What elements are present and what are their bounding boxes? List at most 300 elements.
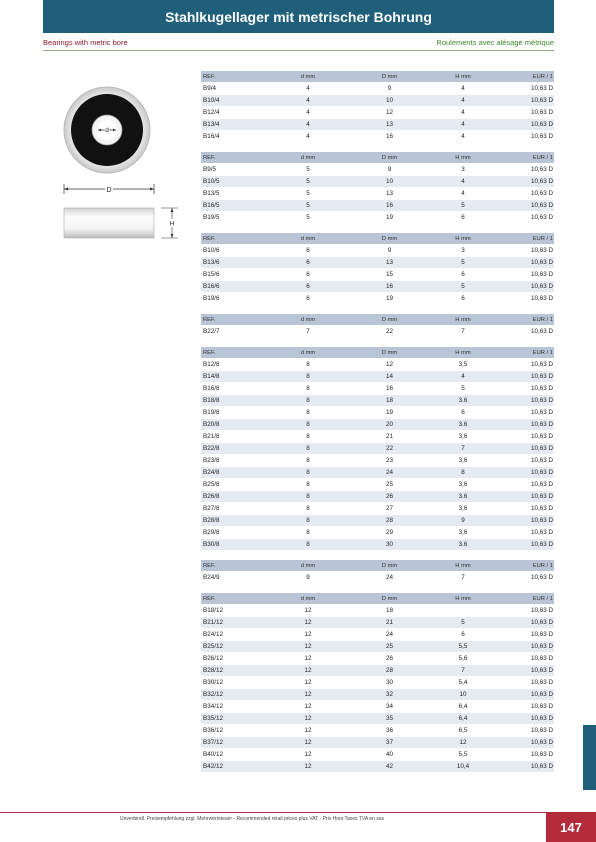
table-cell: 5,6 bbox=[458, 655, 468, 662]
table-row bbox=[201, 431, 554, 443]
table-cell: 4 bbox=[461, 190, 465, 197]
table-cell: 8 bbox=[306, 529, 310, 536]
table-row bbox=[201, 605, 554, 617]
table-cell: B23/8 bbox=[203, 457, 220, 464]
table-row bbox=[201, 527, 554, 539]
table-header bbox=[201, 152, 554, 164]
table-cell: 10,63 D bbox=[530, 214, 553, 221]
table-cell: 5 bbox=[306, 166, 310, 173]
table-cell: B28/8 bbox=[203, 517, 220, 524]
table-cell: 6 bbox=[306, 247, 310, 254]
table-cell: 6 bbox=[461, 631, 465, 638]
column-header: REF. bbox=[203, 349, 216, 356]
table-cell: 8 bbox=[306, 505, 310, 512]
table-cell: B10/6 bbox=[203, 247, 220, 254]
table-cell: 12 bbox=[304, 667, 312, 674]
table-cell: 10,63 D bbox=[530, 133, 553, 140]
table-cell: 10,63 D bbox=[530, 541, 553, 548]
column-header: H mm bbox=[455, 235, 471, 242]
table-cell: 6 bbox=[461, 214, 465, 221]
bearing-table bbox=[201, 593, 554, 773]
outer-diameter-dimension bbox=[60, 182, 160, 196]
column-header: EUR / 1 bbox=[532, 154, 553, 161]
table-row bbox=[201, 95, 554, 107]
arrow-up-icon bbox=[171, 208, 174, 212]
table-cell: B12/4 bbox=[203, 109, 220, 116]
table-cell: B21/8 bbox=[203, 433, 220, 440]
table-cell: 6 bbox=[461, 409, 465, 416]
table-cell: 10,63 D bbox=[530, 655, 553, 662]
table-cell: 8 bbox=[306, 481, 310, 488]
table-row bbox=[201, 761, 554, 773]
table-row bbox=[201, 479, 554, 491]
table-cell: 4 bbox=[461, 178, 465, 185]
table-cell: 6,5 bbox=[458, 727, 468, 734]
table-cell: 26 bbox=[385, 493, 393, 500]
table-cell: 18 bbox=[385, 397, 393, 404]
subtitle-english: Bearings with metric bore bbox=[43, 38, 128, 47]
table-header bbox=[201, 233, 554, 245]
table-cell: 10,63 D bbox=[530, 271, 553, 278]
table-cell: 28 bbox=[385, 667, 393, 674]
table-cell: 10,63 D bbox=[530, 97, 553, 104]
table-cell: 23 bbox=[385, 457, 393, 464]
table-cell: 6 bbox=[306, 283, 310, 290]
table-row bbox=[201, 407, 554, 419]
table-cell: 9 bbox=[306, 574, 310, 581]
table-cell: 8 bbox=[461, 469, 465, 476]
table-cell: B24/12 bbox=[203, 631, 223, 638]
column-header: H mm bbox=[455, 349, 471, 356]
table-cell: B36/12 bbox=[203, 727, 223, 734]
table-cell: 4 bbox=[461, 373, 465, 380]
table-cell: 10,63 D bbox=[530, 607, 553, 614]
table-cell: 10,63 D bbox=[530, 643, 553, 650]
page-title: Stahlkugellager mit metrischer Bohrung bbox=[165, 8, 432, 25]
table-row bbox=[201, 281, 554, 293]
table-cell: B19/6 bbox=[203, 295, 220, 302]
table-row bbox=[201, 395, 554, 407]
table-cell: B21/12 bbox=[203, 619, 223, 626]
table-row bbox=[201, 443, 554, 455]
column-header: D mm bbox=[381, 235, 398, 242]
table-cell: B16/5 bbox=[203, 202, 220, 209]
table-cell: 4 bbox=[306, 133, 310, 140]
table-row bbox=[201, 641, 554, 653]
table-cell: 10,63 D bbox=[530, 361, 553, 368]
table-cell: B24/9 bbox=[203, 574, 220, 581]
table-header bbox=[201, 593, 554, 605]
table-cell: 18 bbox=[385, 607, 393, 614]
table-cell: B42/12 bbox=[203, 763, 223, 770]
table-header bbox=[201, 314, 554, 326]
table-cell: 13 bbox=[385, 259, 393, 266]
column-header: H mm bbox=[455, 73, 471, 80]
table-cell: 10,63 D bbox=[530, 421, 553, 428]
table-cell: 12 bbox=[304, 655, 312, 662]
column-header: d mm bbox=[300, 349, 316, 356]
table-cell: B22/7 bbox=[203, 328, 220, 335]
column-header: D mm bbox=[381, 154, 398, 161]
column-header: REF. bbox=[203, 73, 216, 80]
table-cell: 3.6 bbox=[458, 421, 468, 428]
table-cell: 10,63 D bbox=[530, 328, 553, 335]
page-title-banner bbox=[43, 0, 554, 33]
table-cell: B30/12 bbox=[203, 679, 223, 686]
table-cell: 13 bbox=[385, 190, 393, 197]
table-cell: 3.5 bbox=[458, 361, 468, 368]
table-cell: 4 bbox=[306, 85, 310, 92]
table-cell: 3.6 bbox=[458, 433, 468, 440]
table-cell: 10,63 D bbox=[530, 202, 553, 209]
table-cell: B18/12 bbox=[203, 607, 223, 614]
diameter-label: D bbox=[106, 187, 112, 194]
table-cell: 22 bbox=[385, 328, 393, 335]
table-cell: 6 bbox=[461, 271, 465, 278]
column-header: REF. bbox=[203, 316, 216, 323]
table-cell: 10,63 D bbox=[530, 247, 553, 254]
table-header bbox=[201, 560, 554, 572]
arrow-right-icon bbox=[150, 188, 154, 191]
table-cell: B27/8 bbox=[203, 505, 220, 512]
column-header: EUR / 1 bbox=[532, 316, 553, 323]
table-cell: 35 bbox=[385, 715, 393, 722]
table-row bbox=[201, 188, 554, 200]
table-cell: 10,63 D bbox=[530, 574, 553, 581]
table-cell: 5,4 bbox=[458, 679, 468, 686]
table-cell: B26/12 bbox=[203, 655, 223, 662]
table-cell: B15/6 bbox=[203, 271, 220, 278]
table-cell: 34 bbox=[385, 703, 393, 710]
table-cell: B13/6 bbox=[203, 259, 220, 266]
table-cell: 10,63 D bbox=[530, 529, 553, 536]
bearing-tables bbox=[201, 71, 554, 782]
bearing-table bbox=[201, 71, 554, 143]
column-header: d mm bbox=[300, 562, 316, 569]
footer-divider bbox=[0, 812, 596, 813]
table-row bbox=[201, 515, 554, 527]
table-cell: 3.6 bbox=[458, 493, 468, 500]
table-cell: 12 bbox=[459, 739, 467, 746]
column-header: d mm bbox=[300, 73, 316, 80]
table-cell: B16/8 bbox=[203, 385, 220, 392]
bearing-table bbox=[201, 233, 554, 305]
table-cell: 12 bbox=[304, 607, 312, 614]
table-cell: 6,4 bbox=[458, 703, 468, 710]
table-cell: 25 bbox=[385, 643, 393, 650]
table-cell: 3.6 bbox=[458, 397, 468, 404]
table-cell: 7 bbox=[461, 328, 465, 335]
side-profile bbox=[64, 208, 154, 238]
table-cell: B19/5 bbox=[203, 214, 220, 221]
table-cell: 7 bbox=[461, 667, 465, 674]
table-cell: 42 bbox=[385, 763, 393, 770]
table-cell: 10,63 D bbox=[530, 433, 553, 440]
table-cell: 5 bbox=[306, 202, 310, 209]
table-cell: 5 bbox=[461, 385, 465, 392]
table-cell: 10,63 D bbox=[530, 679, 553, 686]
table-cell: B16/4 bbox=[203, 133, 220, 140]
table-cell: 9 bbox=[387, 247, 392, 254]
table-cell: 8 bbox=[306, 421, 310, 428]
table-cell: B10/5 bbox=[203, 178, 220, 185]
bearing-table bbox=[201, 314, 554, 338]
column-header: REF. bbox=[203, 562, 216, 569]
table-cell: 5 bbox=[306, 214, 310, 221]
table-cell: B16/6 bbox=[203, 283, 220, 290]
bearing-front-view-diagram bbox=[60, 80, 160, 180]
table-cell: 9 bbox=[387, 85, 392, 92]
table-cell: 6 bbox=[306, 295, 310, 302]
table-cell: 4 bbox=[461, 85, 465, 92]
table-cell: 8 bbox=[306, 457, 310, 464]
table-row bbox=[201, 701, 554, 713]
table-cell: 30 bbox=[385, 679, 393, 686]
table-cell: 19 bbox=[385, 409, 393, 416]
table-row bbox=[201, 212, 554, 224]
table-cell: 21 bbox=[385, 433, 393, 440]
table-cell: 10,63 D bbox=[530, 517, 553, 524]
column-header: d mm bbox=[300, 235, 316, 242]
table-cell: 10,63 D bbox=[530, 619, 553, 626]
table-cell: 19 bbox=[385, 214, 393, 221]
table-cell: 10,63 D bbox=[530, 457, 553, 464]
table-cell: B14/8 bbox=[203, 373, 220, 380]
table-cell: 12 bbox=[304, 727, 312, 734]
table-cell: 12 bbox=[385, 361, 393, 368]
table-cell: 3 bbox=[461, 247, 465, 254]
table-cell: 27 bbox=[385, 505, 393, 512]
table-cell: 32 bbox=[385, 691, 393, 698]
table-cell: B25/8 bbox=[203, 481, 220, 488]
column-header: EUR / 1 bbox=[532, 73, 553, 80]
table-cell: 10,63 D bbox=[530, 691, 553, 698]
table-cell: 10,63 D bbox=[530, 397, 553, 404]
table-cell: 24 bbox=[385, 574, 393, 581]
table-cell: 12 bbox=[304, 715, 312, 722]
table-cell: B40/12 bbox=[203, 751, 223, 758]
table-cell: 40 bbox=[385, 751, 393, 758]
table-cell: 5 bbox=[306, 190, 310, 197]
table-cell: 10,63 D bbox=[530, 445, 553, 452]
table-row bbox=[201, 269, 554, 281]
table-cell: 8 bbox=[306, 373, 310, 380]
column-header: D mm bbox=[381, 595, 398, 602]
table-row bbox=[201, 257, 554, 269]
column-header: H mm bbox=[455, 595, 471, 602]
footer-note: Unverbindl. Preisempfehlung zzgl. Mehrwertsteuer - Recommended retail prices plus VAT - Prix Hors Taxes TVA en sus bbox=[120, 816, 384, 822]
column-header: H mm bbox=[455, 562, 471, 569]
table-row bbox=[201, 653, 554, 665]
column-header: H mm bbox=[455, 316, 471, 323]
table-cell: 37 bbox=[385, 739, 393, 746]
table-cell: 8 bbox=[306, 517, 310, 524]
table-cell: 10 bbox=[385, 97, 393, 104]
table-row bbox=[201, 383, 554, 395]
table-cell: 10,63 D bbox=[530, 631, 553, 638]
table-cell: 10,63 D bbox=[530, 703, 553, 710]
table-cell: 13 bbox=[385, 121, 393, 128]
table-cell: 10,63 D bbox=[530, 190, 553, 197]
table-cell: 4 bbox=[306, 109, 310, 116]
table-cell: 8 bbox=[306, 541, 310, 548]
table-cell: B32/12 bbox=[203, 691, 223, 698]
table-row bbox=[201, 677, 554, 689]
table-cell: 14 bbox=[385, 373, 393, 380]
table-cell: B18/8 bbox=[203, 397, 220, 404]
bore-label: d bbox=[105, 127, 109, 135]
table-cell: 24 bbox=[385, 469, 393, 476]
table-cell: 29 bbox=[385, 529, 393, 536]
table-cell: 8 bbox=[306, 445, 310, 452]
table-cell: 4 bbox=[306, 121, 310, 128]
table-cell: 10,63 D bbox=[530, 505, 553, 512]
table-cell: 9 bbox=[461, 517, 465, 524]
table-row bbox=[201, 200, 554, 212]
table-cell: B35/12 bbox=[203, 715, 223, 722]
table-cell: 12 bbox=[385, 109, 393, 116]
table-cell: 15 bbox=[385, 271, 393, 278]
table-cell: 10,63 D bbox=[530, 727, 553, 734]
table-cell: 5,5 bbox=[458, 643, 468, 650]
column-header: EUR / 1 bbox=[532, 562, 553, 569]
table-cell: 4 bbox=[461, 133, 465, 140]
table-row bbox=[201, 455, 554, 467]
table-cell: 22 bbox=[385, 445, 393, 452]
column-header: D mm bbox=[381, 349, 398, 356]
column-header: EUR / 1 bbox=[532, 595, 553, 602]
table-cell: 10,63 D bbox=[530, 481, 553, 488]
table-cell: 10,63 D bbox=[530, 373, 553, 380]
table-cell: 3 bbox=[461, 166, 465, 173]
table-cell: 5 bbox=[461, 202, 465, 209]
table-cell: B37/12 bbox=[203, 739, 223, 746]
table-cell: 10,63 D bbox=[530, 715, 553, 722]
table-cell: 16 bbox=[385, 133, 393, 140]
table-cell: 12 bbox=[304, 631, 312, 638]
bearing-side-view-diagram bbox=[60, 205, 185, 241]
table-cell: 10,63 D bbox=[530, 178, 553, 185]
table-cell: 5,5 bbox=[458, 751, 468, 758]
table-cell: 16 bbox=[385, 283, 393, 290]
table-cell: 6,4 bbox=[458, 715, 468, 722]
table-row bbox=[201, 83, 554, 95]
table-cell: 12 bbox=[304, 739, 312, 746]
subtitle-bar bbox=[43, 38, 554, 50]
page-number: 147 bbox=[546, 812, 596, 842]
table-cell: B22/8 bbox=[203, 445, 220, 452]
table-cell: B19/8 bbox=[203, 409, 220, 416]
table-row bbox=[201, 107, 554, 119]
bearing-table bbox=[201, 152, 554, 224]
table-cell: 7 bbox=[461, 574, 465, 581]
table-cell: 10,4 bbox=[456, 763, 470, 770]
table-row bbox=[201, 725, 554, 737]
table-row bbox=[201, 689, 554, 701]
table-cell: 21 bbox=[385, 619, 393, 626]
table-cell: 24 bbox=[385, 631, 393, 638]
column-header: REF. bbox=[203, 595, 216, 602]
table-cell: 3.6 bbox=[458, 457, 468, 464]
table-cell: 8 bbox=[306, 469, 310, 476]
table-cell: 5 bbox=[461, 619, 465, 626]
table-cell: 3.6 bbox=[458, 481, 468, 488]
table-cell: B29/8 bbox=[203, 529, 220, 536]
table-cell: 12 bbox=[304, 679, 312, 686]
column-header: H mm bbox=[455, 154, 471, 161]
table-cell: 12 bbox=[304, 691, 312, 698]
table-cell: 12 bbox=[304, 619, 312, 626]
chapter-tab bbox=[583, 725, 596, 790]
table-cell: 4 bbox=[306, 97, 310, 104]
table-cell: B20/8 bbox=[203, 421, 220, 428]
table-cell: B24/8 bbox=[203, 469, 220, 476]
table-cell: 16 bbox=[385, 202, 393, 209]
table-cell: 3.6 bbox=[458, 505, 468, 512]
table-cell: 10,63 D bbox=[530, 295, 553, 302]
column-header: D mm bbox=[381, 73, 398, 80]
table-row bbox=[201, 503, 554, 515]
column-header: EUR / 1 bbox=[532, 349, 553, 356]
arrow-down-icon bbox=[171, 234, 174, 238]
table-cell: B9/5 bbox=[203, 166, 216, 173]
column-header: EUR / 1 bbox=[532, 235, 553, 242]
table-row bbox=[201, 245, 554, 257]
column-header: D mm bbox=[381, 316, 398, 323]
subtitle-divider bbox=[43, 50, 554, 51]
table-cell: 30 bbox=[385, 541, 393, 548]
table-cell: 5 bbox=[461, 259, 465, 266]
column-header: d mm bbox=[300, 316, 316, 323]
table-cell: 4 bbox=[461, 97, 465, 104]
table-cell: 9 bbox=[387, 166, 392, 173]
table-row bbox=[201, 617, 554, 629]
table-cell: B12/8 bbox=[203, 361, 220, 368]
table-row bbox=[201, 131, 554, 143]
table-cell: 10,63 D bbox=[530, 385, 553, 392]
table-row bbox=[201, 713, 554, 725]
table-cell: 12 bbox=[304, 703, 312, 710]
bearing-table bbox=[201, 560, 554, 584]
table-row bbox=[201, 119, 554, 131]
table-row bbox=[201, 665, 554, 677]
table-cell: 8 bbox=[306, 385, 310, 392]
table-cell: 10 bbox=[459, 691, 467, 698]
table-cell: 10,63 D bbox=[530, 739, 553, 746]
table-cell: 10,63 D bbox=[530, 166, 553, 173]
table-cell: 25 bbox=[385, 481, 393, 488]
table-cell: 10,63 D bbox=[530, 667, 553, 674]
table-cell: 10,63 D bbox=[530, 409, 553, 416]
table-cell: 26 bbox=[385, 655, 393, 662]
table-cell: 4 bbox=[461, 109, 465, 116]
table-row bbox=[201, 164, 554, 176]
table-row bbox=[201, 467, 554, 479]
table-cell: 12 bbox=[304, 643, 312, 650]
table-row bbox=[201, 491, 554, 503]
arrow-left-icon bbox=[64, 188, 68, 191]
height-label: H bbox=[169, 220, 175, 228]
table-header bbox=[201, 71, 554, 83]
table-row bbox=[201, 539, 554, 551]
table-cell: 19 bbox=[385, 295, 393, 302]
table-cell: 10,63 D bbox=[530, 283, 553, 290]
table-cell: 10,63 D bbox=[530, 469, 553, 476]
table-cell: 10,63 D bbox=[530, 109, 553, 116]
column-header: REF. bbox=[203, 154, 216, 161]
table-cell: B28/12 bbox=[203, 667, 223, 674]
table-cell: B25/12 bbox=[203, 643, 223, 650]
